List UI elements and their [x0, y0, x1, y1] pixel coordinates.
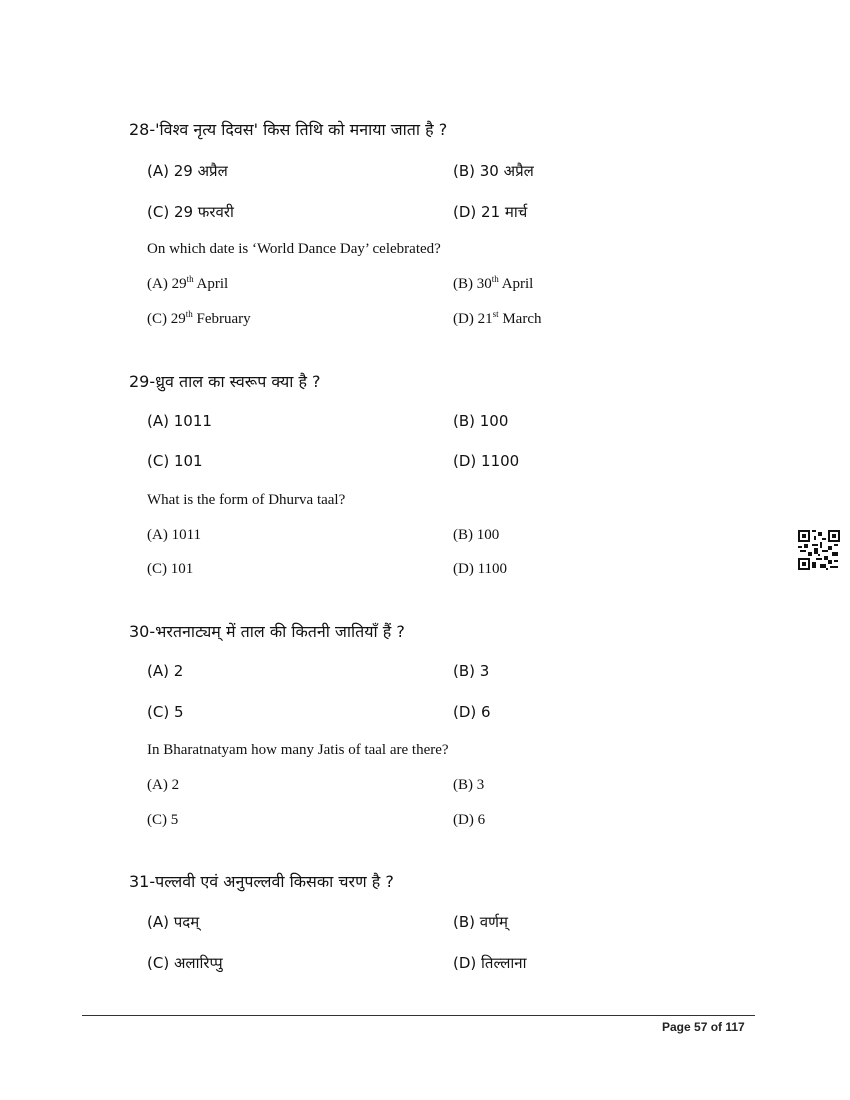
q28-hi-option-d: (D) 21 मार्च [453, 203, 528, 221]
question-29-hindi: 29-ध्रुव ताल का स्वरूप क्या है ? [129, 372, 321, 391]
q30-en-option-a: (A) 2 [147, 777, 180, 793]
page-number: Page 57 of 117 [662, 1020, 745, 1034]
q28-hi-option-a: (A) 29 अप्रैल [147, 162, 228, 180]
question-30-english: In Bharatnatyam how many Jatis of taal are there? [147, 742, 449, 758]
q30-hi-option-c: (C) 5 [147, 703, 184, 721]
q29-en-option-a: (A) 1011 [147, 527, 202, 543]
q31-hi-option-b: (B) वर्णम् [453, 913, 508, 931]
q28-en-option-c: (C) 29th February [147, 309, 251, 327]
q29-hi-option-d: (D) 1100 [453, 452, 520, 470]
q29-hi-option-b: (B) 100 [453, 412, 509, 430]
footer-divider [82, 1015, 755, 1016]
q29-hi-option-a: (A) 1011 [147, 412, 212, 430]
question-31-hindi: 31-पल्लवी एवं अनुपल्लवी किसका चरण है ? [129, 872, 394, 891]
q30-hi-option-a: (A) 2 [147, 662, 184, 680]
q31-hi-option-c: (C) अलारिप्पु [147, 954, 223, 972]
q28-en-option-a: (A) 29th April [147, 274, 229, 292]
q31-hi-option-a: (A) पदम् [147, 913, 200, 931]
q29-hi-option-c: (C) 101 [147, 452, 203, 470]
q28-hi-option-b: (B) 30 अप्रैल [453, 162, 534, 180]
q30-en-option-c: (C) 5 [147, 812, 179, 828]
q28-en-option-b: (B) 30th April [453, 274, 534, 292]
question-29-english: What is the form of Dhurva taal? [147, 492, 346, 508]
q30-hi-option-d: (D) 6 [453, 703, 491, 721]
q29-en-option-c: (C) 101 [147, 561, 194, 577]
q30-hi-option-b: (B) 3 [453, 662, 490, 680]
q28-hi-option-c: (C) 29 फरवरी [147, 203, 234, 221]
question-28-hindi: 28-'विश्व नृत्य दिवस' किस तिथि को मनाया जाता है ? [129, 120, 448, 139]
question-30-hindi: 30-भरतनाट्यम् में ताल की कितनी जातियाँ हैं ? [129, 622, 405, 641]
q29-en-option-b: (B) 100 [453, 527, 500, 543]
q30-en-option-d: (D) 6 [453, 812, 486, 828]
q28-en-option-d: (D) 21st March [453, 309, 542, 327]
question-28-english: On which date is ‘World Dance Day’ celebrated? [147, 241, 441, 257]
q30-en-option-b: (B) 3 [453, 777, 485, 793]
qr-code-icon [798, 530, 840, 570]
q29-en-option-d: (D) 1100 [453, 561, 508, 577]
q31-hi-option-d: (D) तिल्लाना [453, 954, 527, 972]
